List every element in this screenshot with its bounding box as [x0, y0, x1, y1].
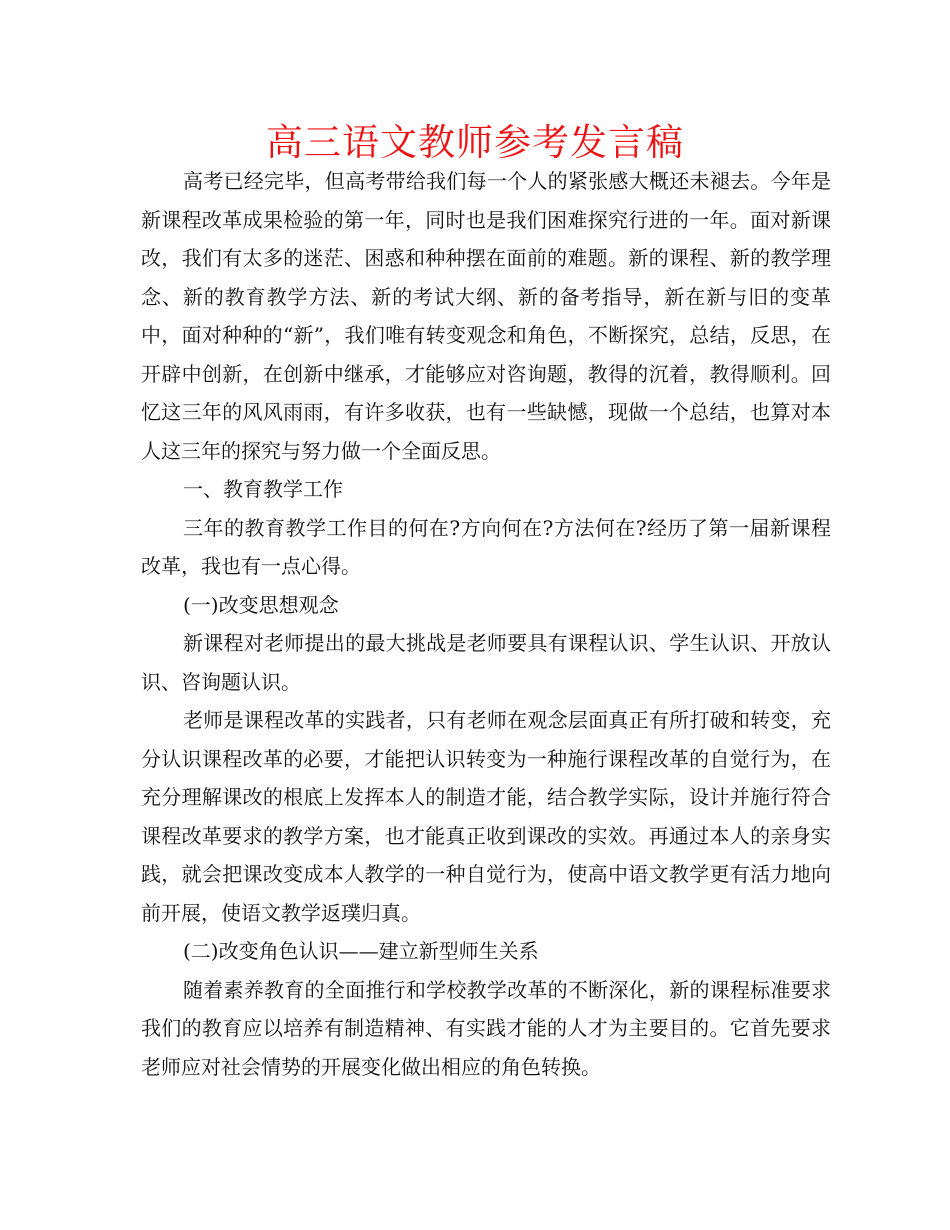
document-body — [141, 162, 831, 1086]
paragraph-section-1: 三年的教育教学工作目的何在?方向何在?方法何在?经历了第一届新课程改革，我也有一点心得。 — [141, 515, 831, 578]
paragraph-teacher-practice: 老师是课程改革的实践者，只有老师在观念层面真正有所打破和转变，充分认识课程改革的必要，才能把认识转变为一种施行课程改革的自觉行为，在充分理解课改的根底上发挥本人的制造才能，结合教学实际，设计并施行符合课程改革要求的教学方案，也才能真正收到课改的实效。再通过本人的亲身实践，就会把课改变成本人教学的一种自觉行为，使高中语文教学更有活力地向前开展，使语文教学返璞归真。 — [141, 708, 831, 925]
document-title: 高三语文教师参考发言稿 — [266, 121, 684, 164]
subsection-heading-2: (二)改变角色认识——建立新型师生关系 — [183, 939, 539, 963]
paragraph-intro: 高考已经完毕，但高考带给我们每一个人的紧张感大概还未褪去。今年是新课程改革成果检验的第一年，同时也是我们困难探究行进的一年。面对新课改，我们有太多的迷茫、困惑和种种摆在面前的难题。新的课程、新的教学理念、新的教育教学方法、新的考试大纲、新的备考指导，新在新与旧的变革中，面对种种的“新”，我们唯有转变观念和角色，不断探究，总结，反思，在开辟中创新，在创新中继承，才能够应对咨询题，教得的沉着，教得顺利。回忆这三年的风风雨雨，有许多收获，也有一些缺憾，现做一个总结，也算对本人这三年的探究与努力做一个全面反思。 — [141, 169, 831, 463]
section-heading-1: 一、教育教学工作 — [183, 477, 343, 501]
paragraph-challenge: 新课程对老师提出的最大挑战是老师要具有课程认识、学生认识、开放认识、咨询题认识。 — [141, 631, 831, 694]
paragraph-role-change: 随着素养教育的全面推行和学校教学改革的不断深化，新的课程标准要求我们的教育应以培养有制造精神、有实践才能的人才为主要目的。它首先要求老师应对社会情势的开展变化做出相应的角色转换。 — [141, 977, 831, 1079]
subsection-heading-1: (一)改变思想观念 — [183, 592, 339, 617]
